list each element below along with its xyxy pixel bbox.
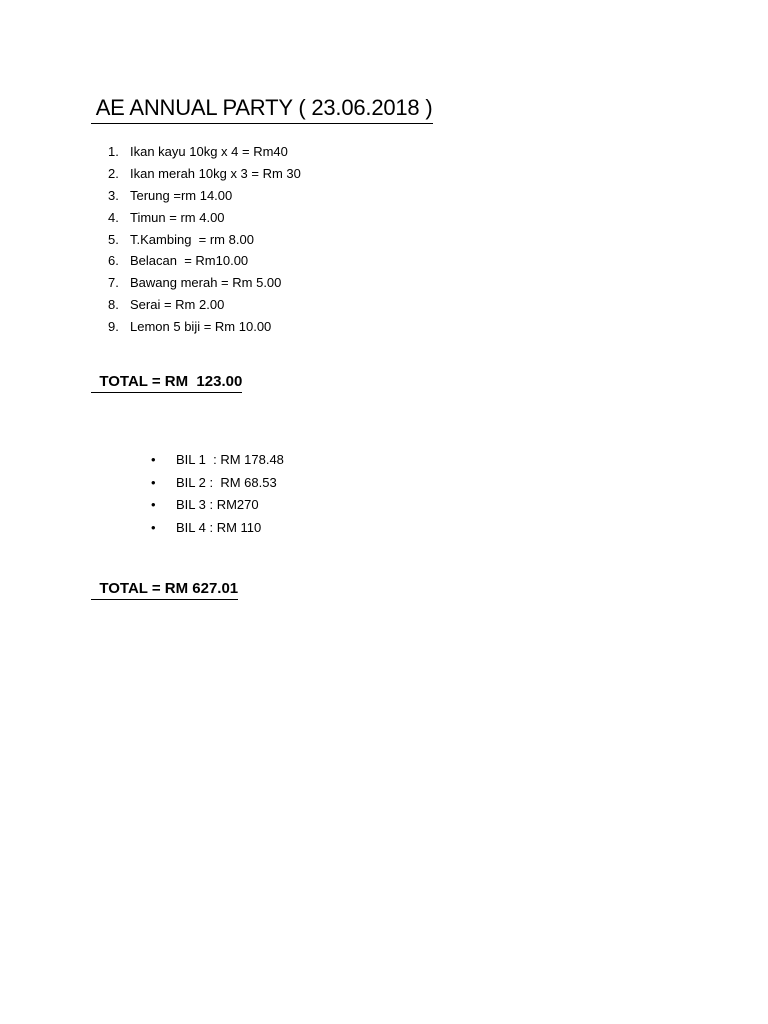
total-bills: TOTAL = RM 627.01: [91, 579, 238, 600]
bill-text: BIL 3 : RM270: [176, 497, 259, 512]
total-items: TOTAL = RM 123.00: [91, 372, 242, 393]
bullet-icon: •: [151, 519, 156, 535]
item-number: 5.: [108, 231, 119, 247]
list-item: [104, 294, 301, 316]
list-item: [104, 250, 301, 272]
bullet-icon: •: [151, 452, 156, 467]
item-list: [104, 141, 301, 338]
item-text: Belacan = Rm10.00: [130, 253, 249, 269]
list-item: [104, 163, 301, 185]
document-title: AE ANNUAL PARTY ( 23.06.2018 ): [91, 94, 433, 124]
item-number: 7.: [108, 275, 119, 291]
item-text: Ikan kayu 10kg x 4 = Rm40: [130, 144, 288, 159]
item-text: Terung =rm 14.00: [130, 187, 233, 203]
list-item: [150, 472, 284, 495]
item-text: Lemon 5 biji = Rm 10.00: [130, 319, 272, 335]
list-item: [150, 517, 284, 540]
list-item: [104, 141, 301, 163]
bill-list: [150, 449, 284, 539]
list-item: [104, 185, 301, 207]
item-number: 2.: [108, 165, 119, 181]
list-item: [104, 272, 301, 294]
item-text: Serai = Rm 2.00: [130, 297, 225, 313]
item-number: 1.: [108, 144, 119, 159]
list-item: [104, 229, 301, 251]
item-number: 4.: [108, 209, 119, 225]
item-text: T.Kambing = rm 8.00: [130, 231, 254, 247]
item-number: 3.: [108, 187, 119, 203]
item-number: 8.: [108, 297, 119, 313]
item-text: Timun = rm 4.00: [130, 209, 225, 225]
bullet-icon: •: [151, 474, 156, 490]
item-number: 6.: [108, 253, 119, 269]
list-item: [104, 207, 301, 229]
list-item: [150, 494, 284, 517]
item-text: Bawang merah = Rm 5.00: [130, 275, 282, 291]
list-item: [150, 449, 284, 472]
list-item: [104, 316, 301, 338]
bill-text: BIL 1 : RM 178.48: [176, 452, 284, 467]
bullet-icon: •: [151, 497, 156, 512]
bill-text: BIL 2 : RM 68.53: [176, 474, 277, 490]
item-text: Ikan merah 10kg x 3 = Rm 30: [130, 165, 301, 181]
bill-text: BIL 4 : RM 110: [176, 519, 262, 535]
item-number: 9.: [108, 319, 119, 335]
